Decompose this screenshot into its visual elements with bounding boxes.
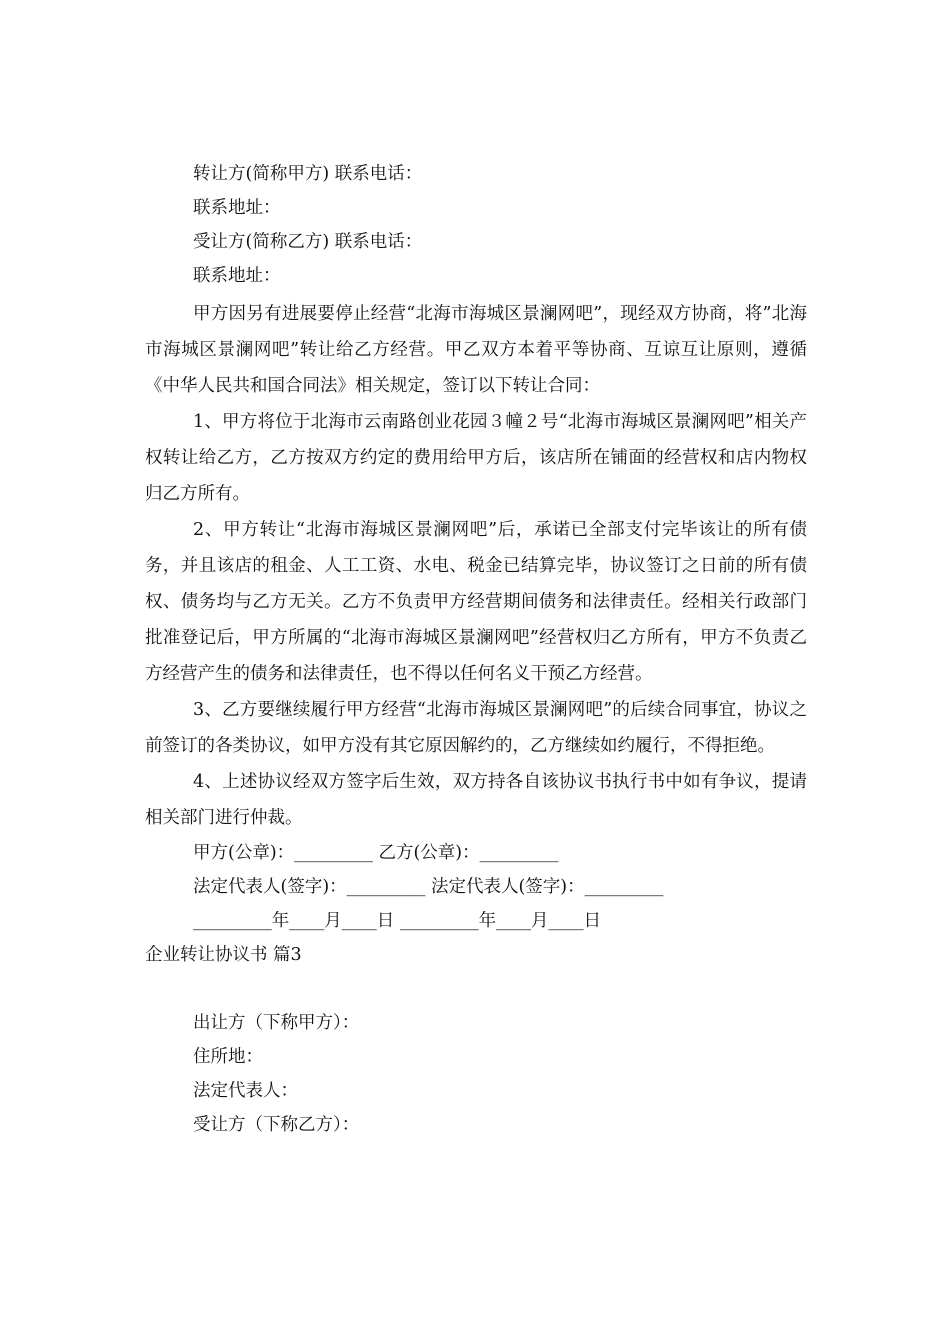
section-3-domicile-line: 住所地： [193,1047,263,1067]
representative-signature-line: 法定代表人(签字)：_________ 法定代表人(签字)：_________ [193,877,664,897]
intro-paragraph: 甲方因另有进展要停止经营“北海市海城区景澜网吧”，现经双方协商，将”北海市海城区景澜网吧”转让给乙方经营。甲乙双方本着平等协商、互谅互让原则，遵循《中华人民共和国合同法》相关规定，签订以下转让合同： [145,304,807,396]
section-3-title: 企业转让协议书 篇3 [145,945,302,965]
date-line: _________年____月____日 _________年____月____日 [193,911,602,931]
blank-spacer [145,972,807,1006]
clause-2-paragraph: 2、甲方转让“北海市海城区景澜网吧”后，承诺已全部支付完毕该让的所有债务，并且该店的租金、人工工资、水电、税金已结算完毕，协议签订之日前的所有债权、债务均与乙方无关。乙方不负责甲方经营期间债务和法律责任。经相关行政部门批准登记后，甲方所属的“北海市海城区景澜网吧”经营权归乙方所有，甲方不负责乙方经营产生的债务和法律责任，也不得以任何名义干预乙方经营。 [145,520,807,684]
transferor-phone-line: 转让方(简称甲方) 联系电话： [193,164,423,184]
section-3-transferor-line: 出让方（下称甲方）： [193,1013,360,1033]
clause-4-paragraph: 4、上述协议经双方签字后生效，双方持各自该协议书执行书中如有争议，提请相关部门进行仲裁。 [145,772,807,828]
clause-1-paragraph: 1、甲方将位于北海市云南路创业花园３幢２号“北海市海城区景澜网吧”相关产权转让给乙方，乙方按双方约定的费用给甲方后，该店所在铺面的经营权和店内物权归乙方所有。 [145,412,807,504]
clause-3-paragraph: 3、乙方要继续履行甲方经营“北海市海城区景澜网吧”的后续合同事宜，协议之前签订的各类协议，如甲方没有其它原因解约的，乙方继续如约履行，不得拒绝。 [145,700,807,756]
section-3-transferee-line: 受让方（下称乙方）： [193,1115,360,1135]
document-content [145,157,807,1142]
seal-signature-line: 甲方(公章)：_________ 乙方(公章)：_________ [193,843,559,863]
section-3-legal-rep-line: 法定代表人： [193,1081,298,1101]
transferee-address-line: 联系地址： [193,266,281,286]
transferor-address-line: 联系地址： [193,198,281,218]
transferee-phone-line: 受让方(简称乙方) 联系电话： [193,232,423,252]
